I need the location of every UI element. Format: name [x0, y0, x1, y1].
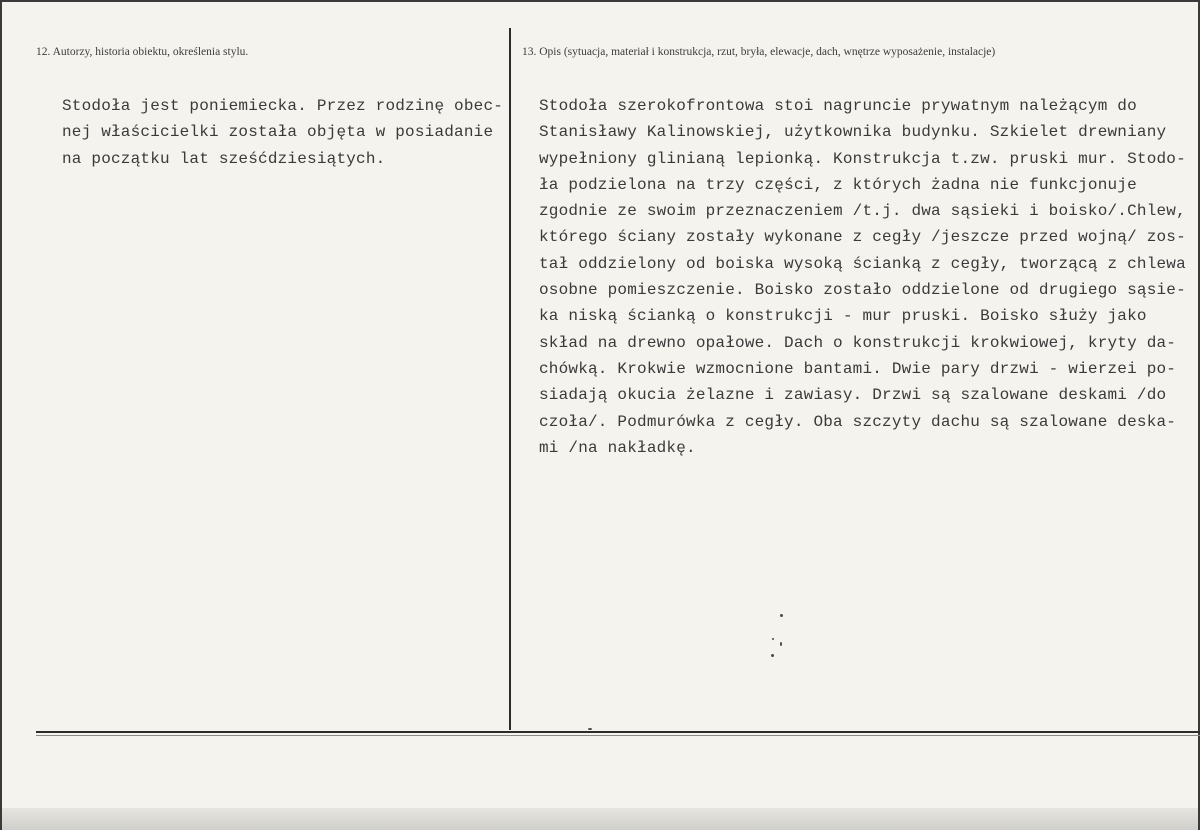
text-line: na początku lat sześćdziesiątych. [62, 149, 386, 168]
text-line: którego ściany zostały wykonane z cegły /jeszcze przed wojną/ zos- [539, 228, 1186, 247]
text-line: czoła/. Podmurówka z cegły. Oba szczyty dachu są szalowane deska- [539, 412, 1177, 431]
text-line: Stodoła szerokofrontowa stoi nagruncie prywatnym należącym do [539, 97, 1137, 115]
section-12-text [62, 93, 502, 172]
column-divider [509, 28, 511, 730]
text-line: nej właścicielki została objęta w posiadanie [62, 123, 494, 142]
text-line: wypełniony glinianą lepionką. Konstrukcja t.zw. pruski mur. Stodo- [539, 149, 1186, 168]
text-line: tał oddzielony od boiska wysoką ścianką z cegły, tworzącą z chlewa [539, 254, 1186, 273]
text-line: Stodoła jest poniemiecka. Przez rodzinę obec- [62, 97, 504, 115]
text-line: osobne pomieszczenie. Boisko zostało oddzielone od drugiego sąsie- [539, 281, 1186, 300]
page-edge [2, 808, 1198, 830]
ink-speck [780, 642, 782, 646]
bottom-rule-thin [36, 735, 1200, 736]
text-line: ka niską ścianką o konstrukcji - mur pruski. Boisko służy jako [539, 307, 1147, 326]
text-line: zgodnie ze swoim przeznaczeniem /t.j. dwa sąsieki i boisko/.Chlew, [539, 202, 1186, 221]
text-line: chówką. Krokwie wzmocnione bantami. Dwie pary drzwi - wierzei po- [539, 359, 1177, 378]
ink-speck [772, 638, 774, 640]
text-line: Stanisławy Kalinowskiej, użytkownika budynku. Szkielet drewniany [539, 123, 1167, 142]
ink-speck [588, 728, 592, 730]
bottom-rule [36, 731, 1200, 733]
section-12-heading: 12. Autorzy, historia obiektu, określenia stylu. [36, 46, 249, 58]
section-13-heading: 13. Opis (sytuacja, materiał i konstrukcja, rzut, bryła, elewacje, dach, wnętrze wyposażenie, instalacje) [522, 46, 996, 58]
text-line: ła podzielona na trzy części, z których żadna nie funkcjonuje [539, 175, 1137, 194]
text-line: mi /na nakładkę. [539, 438, 696, 457]
text-line: skład na drewno opałowe. Dach o konstrukcji krokwiowej, kryty da- [539, 333, 1177, 352]
text-line: siadają okucia żelazne i zawiasy. Drzwi są szalowane deskami /do [539, 386, 1167, 405]
ink-speck [780, 614, 783, 617]
section-13-text [539, 93, 1199, 461]
ink-speck [771, 654, 774, 657]
